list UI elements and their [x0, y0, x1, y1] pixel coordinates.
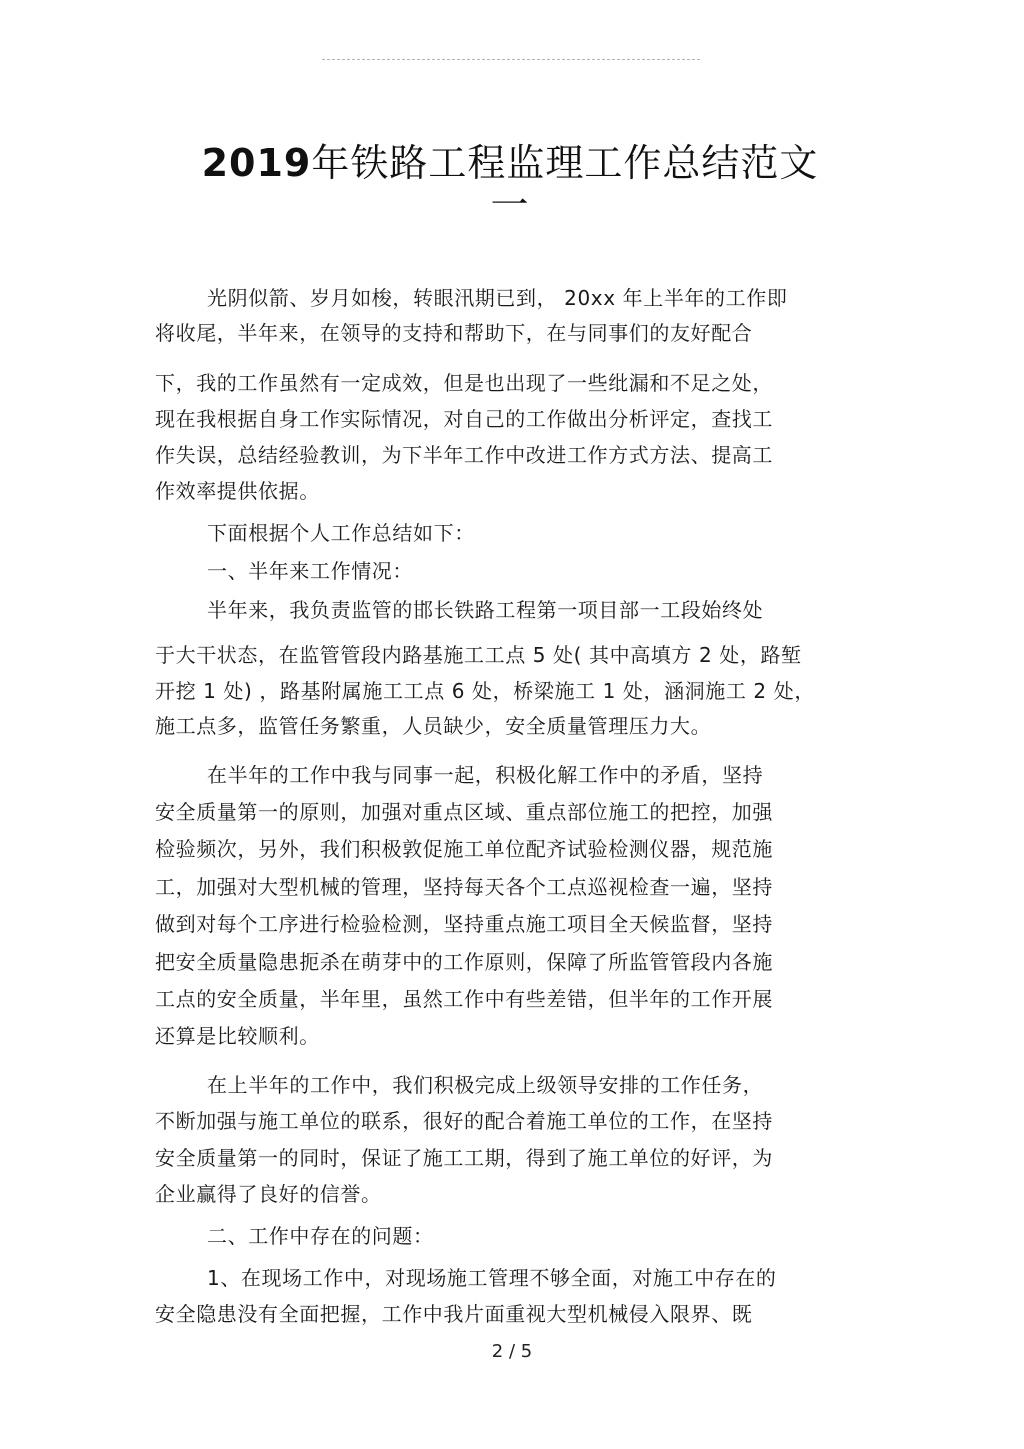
paragraph-line: 下，我的工作虽然有一定成效，但是也出现了一些纰漏和不足之处， — [155, 371, 773, 395]
paragraph-line: 现在我根据自身工作实际情况，对自己的工作做出分析评定，查找工 — [155, 407, 773, 431]
paragraph-line: 将收尾，半年来，在领导的支持和帮助下，在与同事们的友好配合 — [155, 321, 753, 345]
paragraph-line: 安全隐患没有全面把握，工作中我片面重视大型机械侵入限界、既 — [155, 1302, 753, 1326]
paragraph-line: 检验频次，另外，我们积极敦促施工单位配齐试验检测仪器，规范施 — [155, 837, 773, 861]
paragraph-line: 1、在现场工作中，对现场施工管理不够全面，对施工中存在的 — [207, 1266, 777, 1290]
paragraph-line: 还算是比较顺利。 — [155, 1024, 320, 1048]
paragraph-line: 安全质量第一的原则，加强对重点区域、重点部位施工的把控，加强 — [155, 800, 773, 824]
paragraph-line: 半年来，我负责监管的邯长铁路工程第一项目部一工段始终处 — [207, 598, 764, 622]
paragraph-line: 在上半年的工作中，我们积极完成上级领导安排的工作任务， — [207, 1073, 764, 1097]
paragraph-line: 在半年的工作中我与同事一起，积极化解工作中的矛盾，坚持 — [207, 763, 764, 787]
paragraph-line: 企业赢得了良好的信誉。 — [155, 1182, 382, 1206]
section-heading: 二、工作中存在的问题： — [207, 1224, 434, 1248]
paragraph-line: 施工点多，监管任务繁重，人员缺少，安全质量管理压力大。 — [155, 714, 712, 738]
page-number: 2 / 5 — [491, 1341, 533, 1362]
paragraph-line: 不断加强与施工单位的联系，很好的配合着施工单位的工作，在坚持 — [155, 1109, 773, 1133]
paragraph-line: 下面根据个人工作总结如下： — [207, 521, 475, 545]
paragraph-line: 于大干状态，在监管管段内路基施工工点 5 处( 其中高填方 2 处，路堑 — [155, 643, 802, 667]
paragraph-line: 开挖 1 处) ，路基附属施工工点 6 处，桥梁施工 1 处，涵洞施工 2 处， — [155, 679, 815, 703]
paragraph-line: 做到对每个工序进行检验检测，坚持重点施工项目全天候监督，坚持 — [155, 912, 773, 936]
title-text: 年铁路工程监理工作总结范文 — [311, 141, 819, 185]
paragraph-line: 作效率提供依据。 — [155, 479, 320, 503]
paragraph-line: 光阴似箭、岁月如梭，转眼汛期已到， 20xx 年上半年的工作即 — [207, 286, 788, 310]
paragraph-line: 安全质量第一的同时，保证了施工工期，得到了施工单位的好评，为 — [155, 1146, 773, 1170]
document-title-continuation: 一 — [490, 183, 530, 227]
paragraph-line: 作失误，总结经验教训，为下半年工作中改进工作方式方法、提高工 — [155, 443, 773, 467]
header-rule — [322, 59, 700, 60]
paragraph-line: 把安全质量隐患扼杀在萌芽中的工作原则，保障了所监管管段内各施 — [155, 950, 773, 974]
section-heading: 一、半年来工作情况： — [207, 559, 413, 583]
title-year: 2019 — [201, 141, 312, 185]
paragraph-line: 工点的安全质量，半年里，虽然工作中有些差错，但半年的工作开展 — [155, 987, 773, 1011]
paragraph-line: 工，加强对大型机械的管理，坚持每天各个工点巡视检查一遍，坚持 — [155, 875, 773, 899]
